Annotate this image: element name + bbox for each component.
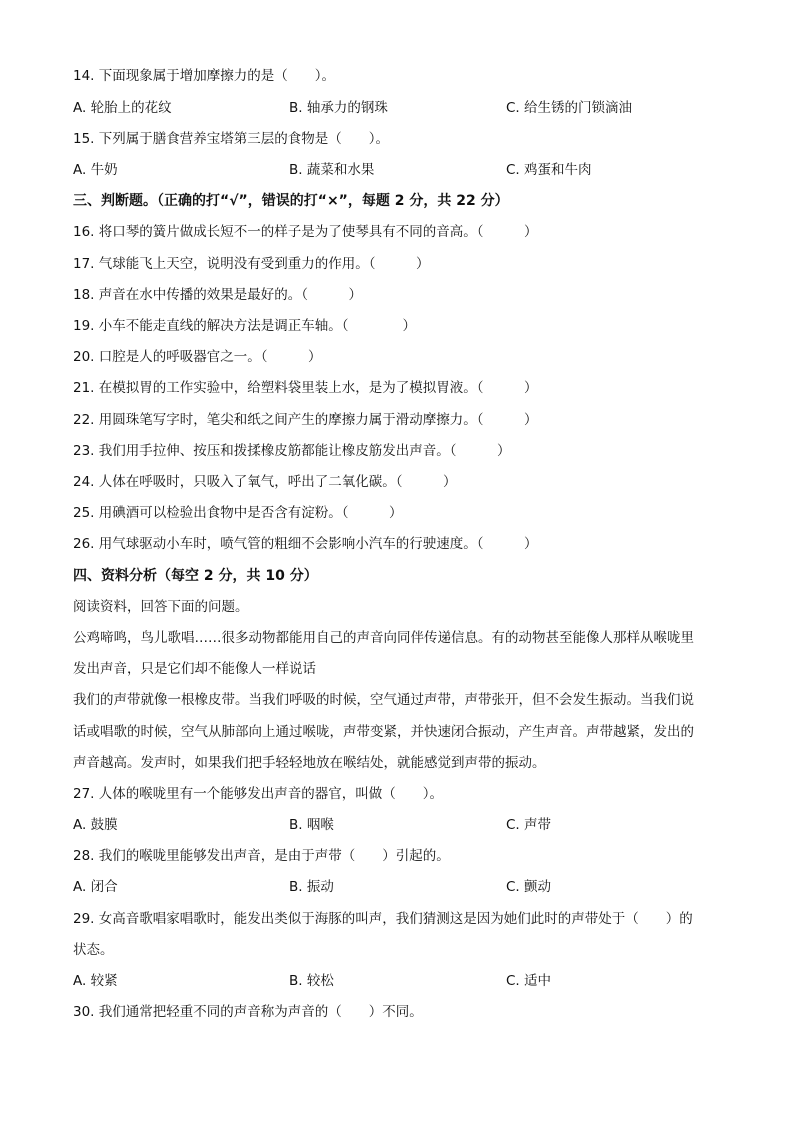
section-4-heading: 四、资料分析（每空 2 分，共 10 分）: [73, 568, 318, 584]
reading-paragraph-1-line-2: 发出声音，只是它们却不能像人一样说话: [73, 661, 316, 677]
question-28-option-a: A. 闭合: [73, 879, 118, 895]
reading-paragraph-2-line-3: 声音越高。发声时，如果我们把手轻轻地放在喉结处，就能感觉到声带的振动。: [73, 755, 546, 771]
question-27-stem: 27. 人体的喉咙里有一个能够发出声音的器官，叫做（ ）。: [73, 786, 444, 802]
question-28-stem: 28. 我们的喉咙里能够发出声音，是由于声带（ ）引起的。: [73, 848, 450, 864]
question-30-stem: 30. 我们通常把轻重不同的声音称为声音的（ ）不同。: [73, 1004, 423, 1020]
question-15-option-a: A. 牛奶: [73, 162, 118, 178]
question-14-option-c: C. 给生锈的门锁滴油: [506, 100, 633, 116]
question-21: 21. 在模拟胃的工作实验中，给塑料袋里装上水，是为了模拟胃液。（ ）: [73, 380, 538, 396]
reading-paragraph-1-line-1: 公鸡啼鸣，鸟儿歌唱……很多动物都能用自己的声音向同伴传递信息。有的动物甚至能像人那样从喉咙里: [73, 630, 694, 646]
question-15-stem: 15. 下列属于膳食营养宝塔第三层的食物是（ ）。: [73, 131, 390, 147]
question-14-option-b: B. 轴承力的钢珠: [289, 100, 388, 116]
question-14-stem: 14. 下面现象属于增加摩擦力的是（ ）。: [73, 68, 336, 84]
question-27-option-a: A. 鼓膜: [73, 817, 118, 833]
question-27-option-c: C. 声带: [506, 817, 552, 833]
question-23: 23. 我们用手拉伸、按压和拨揉橡皮筋都能让橡皮筋发出声音。（ ）: [73, 443, 511, 459]
question-22: 22. 用圆珠笔写字时，笔尖和纸之间产生的摩擦力属于滑动摩擦力。（ ）: [73, 412, 538, 428]
question-25: 25. 用碘酒可以检验出食物中是否含有淀粉。（ ）: [73, 505, 403, 521]
question-15-option-c: C. 鸡蛋和牛肉: [506, 162, 592, 178]
question-29-option-c: C. 适中: [506, 973, 552, 989]
question-28-option-b: B. 振动: [289, 879, 334, 895]
question-16: 16. 将口琴的簧片做成长短不一的样子是为了使琴具有不同的音高。（ ）: [73, 224, 538, 240]
question-24: 24. 人体在呼吸时，只吸入了氧气，呼出了二氧化碳。（ ）: [73, 474, 457, 490]
question-29-stem-line-2: 状态。: [73, 942, 114, 958]
question-29-option-a: A. 较紧: [73, 973, 118, 989]
question-29-option-b: B. 较松: [289, 973, 334, 989]
question-19: 19. 小车不能走直线的解决方法是调正车轴。（ ）: [73, 318, 417, 334]
question-20: 20. 口腔是人的呼吸器官之一。（ ）: [73, 349, 322, 365]
question-26: 26. 用气球驱动小车时，喷气管的粗细不会影响小汽车的行驶速度。（ ）: [73, 536, 538, 552]
question-29-stem-line-1: 29. 女高音歌唱家唱歌时，能发出类似于海豚的叫声，我们猜测这是因为她们此时的声带处于（ ）的: [73, 911, 693, 927]
question-28-option-c: C. 颤动: [506, 879, 552, 895]
question-18: 18. 声音在水中传播的效果是最好的。（ ）: [73, 287, 363, 303]
reading-intro: 阅读资料，回答下面的问题。: [73, 599, 249, 615]
question-27-option-b: B. 咽喉: [289, 817, 334, 833]
question-15-option-b: B. 蔬菜和水果: [289, 162, 375, 178]
reading-paragraph-2-line-1: 我们的声带就像一根橡皮带。当我们呼吸的时候，空气通过声带，声带张开，但不会发生振动。当我们说: [73, 692, 694, 708]
question-14-option-a: A. 轮胎上的花纹: [73, 100, 172, 116]
question-17: 17. 气球能飞上天空，说明没有受到重力的作用。（ ）: [73, 256, 430, 272]
section-3-heading: 三、判断题。（正确的打“√”，错误的打“×”，每题 2 分，共 22 分）: [73, 193, 509, 209]
reading-paragraph-2-line-2: 话或唱歌的时候，空气从肺部向上通过喉咙，声带变紧，并快速闭合振动，产生声音。声带越紧，发出的: [73, 724, 694, 740]
